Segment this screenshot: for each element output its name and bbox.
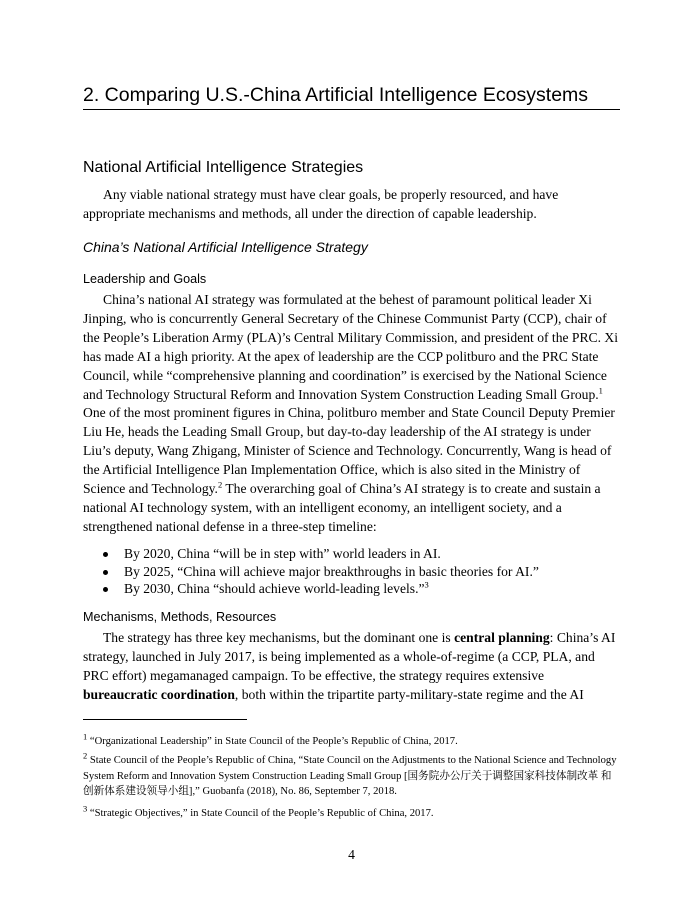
footnote-1	[83, 731, 620, 750]
mechanisms-text-a: The strategy has three key mechanisms, but the dominant one is	[103, 630, 455, 645]
footnote-ref-3[interactable]: 3	[424, 579, 429, 590]
footnote-2-text: State Council of the People’s Republic of China, “State Council on the Adjustments to the National Science and Technology System Reform and Innovation System Construction Leading Small Group [国务院办公厅关于调整国家科技体制改革 和创新体系建设领导小组],” Guobanfa (2018), No. 86, September 7, 2018.	[83, 755, 617, 798]
footnote-3	[83, 803, 620, 822]
subsection-heading: China’s National Artificial Intelligence Strategy	[83, 239, 368, 255]
timeline-list	[83, 545, 539, 598]
footnote-number-3: 3	[83, 803, 88, 814]
footnote-number-1: 1	[83, 731, 88, 742]
bullet-icon	[103, 587, 108, 592]
timeline-item-text: By 2025, “China will achieve major breakthroughs in basic theories for AI.”	[124, 563, 539, 579]
mechanisms-text-c: , both within the tripartite party-military-state regime and the AI	[234, 686, 584, 702]
mechanisms-text-b: : China’s AI strategy, launched in July 2017, is being implemented as a whole-of-regime (a CCP, PLA, and PRC effort) megamanaged campaign. To be effective, the strategy requires extensive	[83, 630, 616, 683]
mechanisms-paragraph	[83, 629, 620, 705]
footnote-ref-2[interactable]: 2	[217, 479, 223, 490]
footnote-ref-1[interactable]: 1	[598, 385, 603, 395]
footnote-2	[83, 750, 620, 800]
footnote-number-2: 2	[83, 750, 88, 761]
timeline-item-text: By 2030, China “should achieve world-leading levels.”	[124, 581, 425, 596]
chapter-title-rule	[83, 109, 620, 110]
timeline-item	[83, 545, 539, 563]
leadership-heading: Leadership and Goals	[83, 272, 207, 286]
timeline-item-text: By 2020, China “will be in step with” world leaders in AI.	[124, 546, 441, 561]
mechanisms-heading: Mechanisms, Methods, Resources	[83, 610, 277, 624]
leadership-paragraph	[83, 291, 620, 537]
timeline-item	[83, 563, 539, 581]
leadership-text-2: One of the most prominent figures in China, politburo member and State Council Deputy Premier Liu He, heads the Leading Small Group, but day-to-day leadership of the AI strategy is under Liu’s deputy, Wang Zhigang, Minister of Science and Technology. Concurrently, Wang is head of the Artificial Intelligence Plan Implementation Office, which is also sited in the Ministry of Science and Technology.	[83, 405, 615, 497]
bureaucratic-coordination-term: bureaucratic coordination	[83, 686, 235, 702]
timeline-item	[83, 580, 539, 598]
bullet-icon	[103, 552, 108, 557]
leadership-text-1: China’s national AI strategy was formulated at the behest of paramount political leader Xi Jinping, who is concurrently General Secretary of the Chinese Communist Party (CCP), chair of the People’s Liberation Army (PLA)’s Central Military Commission, and president of the PRC. Xi has made AI a high priority. At the apex of leadership are the CCP politburo and the PRC State Council, while “comprehensive planning and coordination” is exercised by the National Science and Technology Structural Reform and Innovation System Construction Leading Small Group.	[83, 292, 619, 402]
section-intro-paragraph: Any viable national strategy must have clear goals, be properly resourced, and have appropriate mechanisms and methods, all under the direction of capable leadership.	[83, 187, 559, 221]
page-number: 4	[348, 847, 355, 862]
footnote-1-text: “Organizational Leadership” in State Council of the People’s Republic of China, 2017.	[87, 736, 458, 747]
footnote-separator	[83, 719, 247, 720]
bullet-icon	[103, 570, 108, 575]
chapter-title: 2. Comparing U.S.-China Artificial Intelligence Ecosystems	[83, 84, 589, 106]
leadership-text-3: The overarching goal of China’s AI strategy is to create and sustain a national AI technology system, with an intelligent economy, an intelligent society, and a strengthened national defense in a three-step timeline:	[83, 481, 601, 534]
section-heading: National Artificial Intelligence Strategies	[83, 159, 364, 176]
central-planning-term: central planning	[454, 630, 550, 645]
footnote-3-text: “Strategic Objectives,” in State Council of the People’s Republic of China, 2017.	[87, 808, 434, 819]
